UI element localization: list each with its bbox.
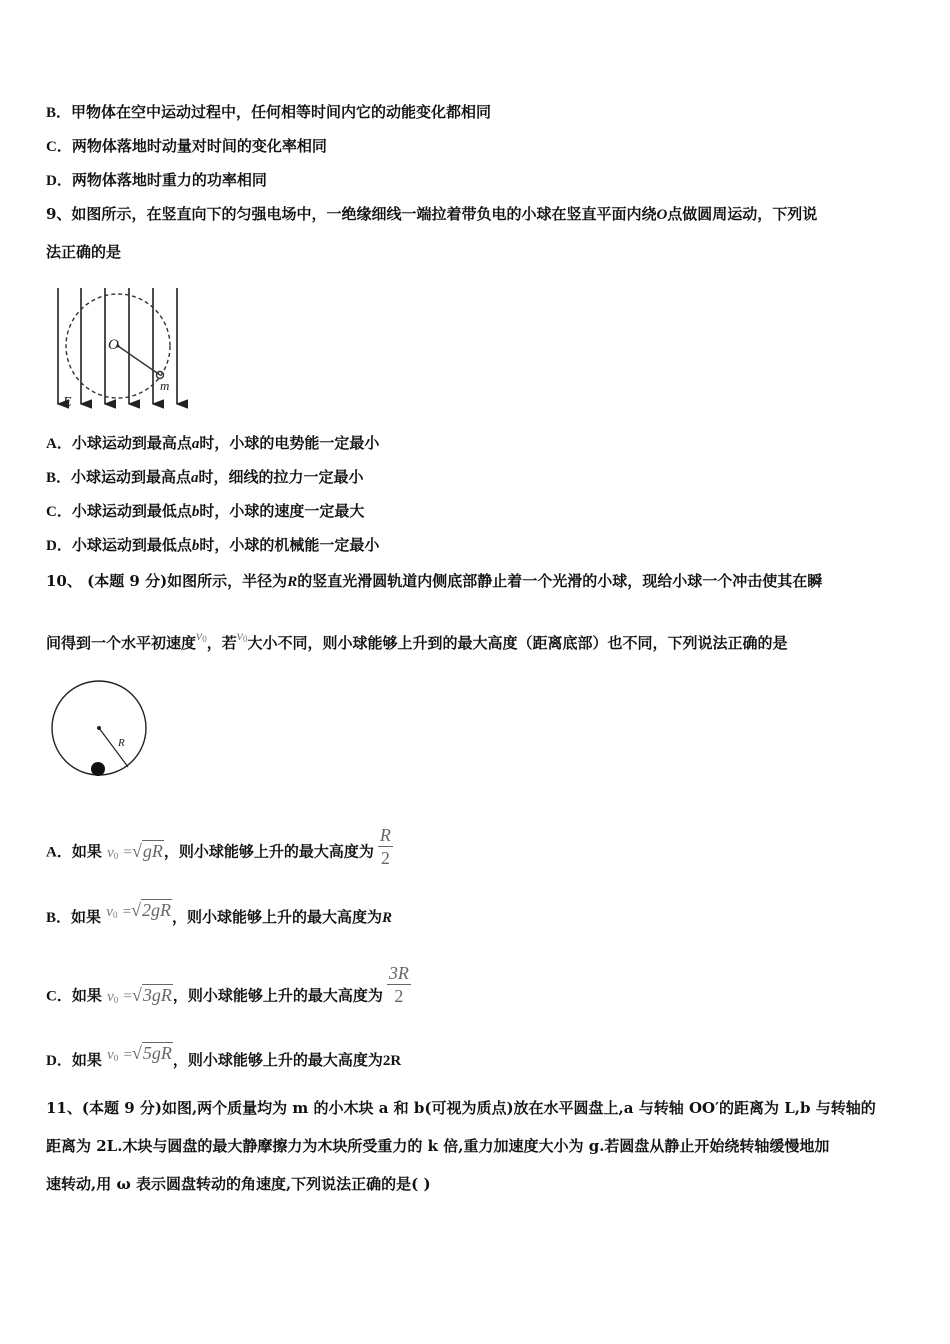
q9-option-d: D．小球运动到最低点b时，小球的机械能一定最小 [46, 536, 380, 554]
q11-stem-line2: 距离为 2L.木块与圆盘的最大静摩擦力为木块所受重力的 k 倍,重力加速度大小为 g.若圆盘从静止开始绕转轴缓慢地加 [46, 1137, 830, 1155]
q9-stem-line2: 法正确的是 [46, 243, 122, 261]
v0-symbol: $v_0$ [236, 629, 248, 644]
v0-symbol: $v_0$ [196, 629, 207, 644]
q10-stem-line1: 10、 (本题 9 分)如图所示，半径为R的竖直光滑圆轨道内侧底部静止着一个光滑的小球，现给小球一个冲击使其在瞬 [46, 572, 823, 590]
v0-symbol: $v_0$ [107, 1047, 119, 1063]
q11-stem-line3: 速转动,用 ω 表示圆盘转动的角速度,下列说法正确的是( ) [46, 1175, 431, 1193]
v0-symbol: $v_0$ [107, 988, 119, 1005]
q10-stem-line2: 间得到一个水平初速度$v_0$，若$v_0$大小不同，则小球能够上升到的最大高度（距离底部）也不同，下列说法正确的是 [46, 629, 788, 652]
q9-option-a: A．小球运动到最高点a时，小球的电势能一定最小 [46, 434, 380, 452]
center-dot [97, 726, 101, 730]
q10-option-a: A．如果 $v_0 =√gR$，则小球能够上升的最大高度为 $\frac{R}{2}$ [46, 825, 391, 868]
sqrt-expression: √gR [131, 840, 163, 861]
fraction: $\frac{R}{2}$ [379, 825, 391, 868]
sqrt-expression: √3gR [131, 984, 172, 1005]
q10-option-b: B．如果 $v_0 =√2gR$，则小球能够上升的最大高度为R [46, 903, 392, 934]
q9-figure-electric-field [48, 284, 188, 412]
q9-stem-line1: 9、如图所示，在竖直向下的匀强电场中，一绝缘细线一端拉着带负电的小球在竖直平面内绕O点做圆周运动，下列说 [46, 205, 818, 223]
q10-figure-circular-track [48, 680, 154, 780]
label-o: O [108, 337, 119, 353]
q8-option-d: D．两物体落地时重力的功率相同 [46, 171, 267, 189]
label-m: m [160, 378, 170, 393]
label-r: R [118, 737, 125, 749]
q10-option-c: C．如果 $v_0 =√3gR$，则小球能够上升的最大高度为 $\frac{3R}{2}$ [46, 963, 409, 1006]
q8-option-c: C．两物体落地时动量对时间的变化率相同 [46, 137, 327, 155]
fraction: $\frac{3R}{2}$ [388, 963, 409, 1006]
sqrt-expression: √5gR [131, 1043, 172, 1063]
q9-option-c: C．小球运动到最低点b时，小球的速度一定最大 [46, 502, 365, 520]
v0-symbol: $v_0$ [106, 904, 118, 920]
q10-option-d: D．如果 $v_0 =√5gR$，则小球能够上升的最大高度为2R [46, 1046, 401, 1077]
q11-stem-line1: 11、(本题 9 分)如图,两个质量均为 m 的小木块 a 和 b(可视为质点)放在水平圆盘上,a 与转轴 OO′的距离为 L,b 与转轴的 [46, 1099, 876, 1117]
q8-option-b: B．甲物体在空中运动过程中，任何相等时间内它的动能变化都相同 [46, 103, 492, 121]
sqrt-expression: √2gR [131, 900, 172, 920]
v0-symbol: $v_0$ [107, 844, 119, 861]
q9-option-b: B．小球运动到最高点a时，细线的拉力一定最小 [46, 468, 364, 486]
label-e: E [63, 395, 72, 410]
ball [91, 762, 105, 776]
